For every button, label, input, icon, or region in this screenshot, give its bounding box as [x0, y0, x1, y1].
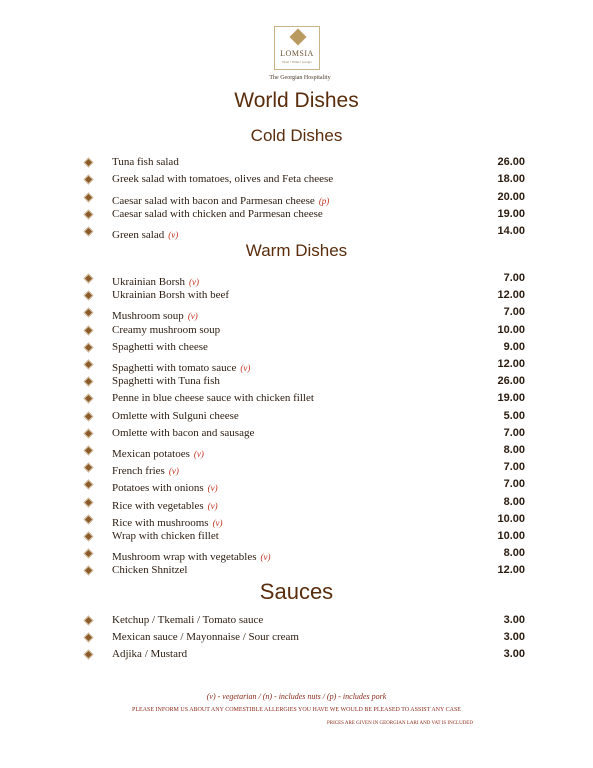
diamond-bullet-icon — [84, 175, 94, 185]
menu-item-name: Ukrainian Borsh — [112, 276, 186, 288]
menu-item — [83, 530, 525, 547]
hotel-logo — [274, 26, 320, 70]
menu-item — [83, 358, 525, 375]
diamond-bullet-icon — [84, 394, 94, 404]
diet-tag: (v) — [260, 552, 271, 563]
menu-item-name: Ukrainian Borsh with beef — [112, 289, 229, 302]
diet-tag: (p) — [318, 195, 330, 206]
diamond-bullet-icon — [84, 463, 94, 473]
diamond-bullet-icon — [84, 532, 94, 542]
logo-brand: LOMSIA — [280, 49, 314, 58]
diamond-bullet-icon — [84, 616, 94, 626]
menu-item — [83, 496, 525, 513]
section-title-sauces: Sauces — [259, 579, 334, 604]
menu-item-price: 7.00 — [503, 478, 525, 491]
diamond-bullet-icon — [84, 633, 94, 643]
diamond-bullet-icon — [84, 308, 94, 318]
menu-item-name: Mexican sauce / Mayonnaise / Sour cream — [112, 631, 299, 644]
menu-item-price: 9.00 — [503, 340, 525, 353]
diamond-bullet-icon — [84, 650, 94, 660]
menu-item — [83, 375, 525, 392]
menu-item-price: 5.00 — [503, 409, 525, 422]
menu-item — [83, 173, 525, 190]
menu-item-name: Rice with mushrooms — [112, 516, 209, 529]
menu-item — [83, 341, 525, 358]
prices-note: PRICES ARE GIVEN IN GEORGIAN LARI AND VAT IS INCLUDED — [327, 721, 473, 726]
menu-item-price: 12.00 — [497, 289, 525, 302]
diamond-bullet-icon — [84, 446, 94, 456]
tagline: The Georgian Hospitality — [269, 75, 331, 81]
menu-item-name: French fries — [112, 465, 165, 478]
menu-item-name: Ketchup / Tkemali / Tomato sauce — [112, 614, 264, 626]
menu-item-price: 7.00 — [503, 426, 525, 439]
menu-item — [83, 410, 525, 427]
logo-emblem-icon — [290, 29, 307, 46]
menu-item — [83, 225, 525, 242]
menu-item — [83, 427, 525, 444]
diet-tag: (v) — [193, 449, 204, 459]
diamond-bullet-icon — [84, 158, 94, 168]
menu-item-price: 26.00 — [497, 156, 525, 168]
menu-item-price: 26.00 — [497, 375, 525, 388]
page-title: World Dishes — [234, 89, 359, 112]
menu-item-price: 8.00 — [503, 547, 525, 560]
logo-subtitle: Hotel • Tbilisi • Georgia — [282, 60, 312, 64]
menu-item-price: 7.00 — [503, 272, 525, 284]
diet-tag: (v) — [168, 466, 179, 477]
menu-item-name: Omlette with bacon and sausage — [112, 426, 255, 439]
menu-item-price: 20.00 — [497, 190, 525, 203]
diet-tag: (v) — [187, 311, 198, 322]
diamond-bullet-icon — [84, 497, 94, 507]
menu-item-name: Tuna fish salad — [112, 156, 179, 168]
menu-item — [83, 191, 525, 208]
diet-tag: (v) — [168, 230, 179, 241]
diamond-bullet-icon — [84, 480, 94, 490]
menu-item-name: Caesar salad with bacon and Parmesan cheese — [112, 194, 315, 207]
menu-item — [83, 648, 525, 665]
menu-item — [83, 461, 525, 478]
menu-item-name: Spaghetti with Tuna fish — [112, 375, 220, 388]
menu-item-price: 7.00 — [503, 306, 525, 319]
menu-item-price: 18.00 — [497, 173, 525, 186]
menu-item-name: Mushroom wrap with vegetables — [112, 551, 257, 564]
diamond-bullet-icon — [84, 514, 94, 524]
menu-item — [83, 478, 525, 495]
menu-item-price: 10.00 — [497, 512, 525, 525]
diamond-bullet-icon — [84, 274, 94, 284]
diet-legend: (v) - vegetarian / (n) - includes nuts / (p) - includes pork — [206, 692, 387, 701]
diet-tag: (v) — [240, 363, 251, 373]
diamond-bullet-icon — [84, 566, 94, 576]
diet-tag: (v) — [189, 277, 200, 287]
menu-item-price: 12.00 — [497, 564, 525, 577]
menu-item-name: Adjika / Mustard — [112, 648, 188, 661]
diamond-bullet-icon — [84, 360, 94, 370]
diamond-bullet-icon — [84, 192, 94, 202]
diamond-bullet-icon — [84, 209, 94, 219]
menu-item-name: Wrap with chicken fillet — [112, 530, 219, 542]
menu-item-name: Rice with vegetables — [112, 499, 204, 512]
menu-item — [83, 631, 525, 648]
section-title-warm: Warm Dishes — [245, 241, 348, 260]
diamond-bullet-icon — [84, 227, 94, 237]
menu-item — [83, 289, 525, 306]
menu-item-name: Green salad — [112, 229, 165, 242]
menu-item-price: 10.00 — [497, 530, 525, 542]
menu-item-name: Caesar salad with chicken and Parmesan cheese — [112, 207, 323, 220]
menu-item-price: 8.00 — [503, 444, 525, 456]
menu-item-name: Spaghetti with cheese — [112, 340, 208, 353]
menu-item-price: 3.00 — [503, 614, 525, 626]
menu-item — [83, 208, 525, 225]
menu-item-price: 3.00 — [503, 631, 525, 644]
menu-item-price: 7.00 — [503, 461, 525, 474]
menu-item-price: 19.00 — [497, 207, 525, 220]
menu-item-price: 8.00 — [503, 495, 525, 508]
menu-item-name: Potatoes with onions — [112, 482, 204, 495]
menu-item-price: 3.00 — [503, 648, 525, 661]
menu-item-name: Omlette with Sulguni cheese — [112, 409, 239, 422]
menu-item-price: 12.00 — [497, 358, 525, 370]
menu-item — [83, 547, 525, 564]
diet-tag: (v) — [207, 500, 218, 511]
diamond-bullet-icon — [84, 342, 94, 352]
diamond-bullet-icon — [84, 549, 94, 559]
diamond-bullet-icon — [84, 377, 94, 387]
menu-item — [83, 392, 525, 409]
menu-item — [83, 272, 525, 289]
menu-item-price: 10.00 — [497, 323, 525, 336]
menu-item-name: Mexican potatoes — [112, 448, 190, 460]
section-title-cold: Cold Dishes — [250, 126, 343, 145]
menu-item-price: 19.00 — [497, 392, 525, 405]
menu-item — [83, 156, 525, 173]
diamond-bullet-icon — [84, 291, 94, 301]
menu-item-name: Penne in blue cheese sauce with chicken fillet — [112, 392, 314, 405]
menu-item — [83, 324, 525, 341]
menu-item-name: Spaghetti with tomato sauce — [112, 362, 237, 374]
diamond-bullet-icon — [84, 325, 94, 335]
allergy-notice: PLEASE INFORM US ABOUT ANY COMESTIBLE ALLERGIES YOU HAVE WE WOULD BE PLEASED TO ASSIST ANY CASE — [132, 707, 461, 713]
menu-item — [83, 614, 525, 631]
menu-item-name: Creamy mushroom soup — [112, 323, 221, 336]
menu-item — [83, 444, 525, 461]
menu-item-name: Chicken Shnitzel — [112, 564, 188, 577]
menu-item-price: 14.00 — [497, 225, 525, 238]
menu-item — [83, 306, 525, 323]
diet-tag: (v) — [207, 483, 218, 494]
diamond-bullet-icon — [84, 428, 94, 438]
diet-tag: (v) — [212, 517, 223, 528]
menu-item-name: Mushroom soup — [112, 310, 184, 323]
menu-item — [83, 513, 525, 530]
menu-item-name: Greek salad with tomatoes, olives and Feta cheese — [112, 173, 334, 186]
diamond-bullet-icon — [84, 411, 94, 421]
